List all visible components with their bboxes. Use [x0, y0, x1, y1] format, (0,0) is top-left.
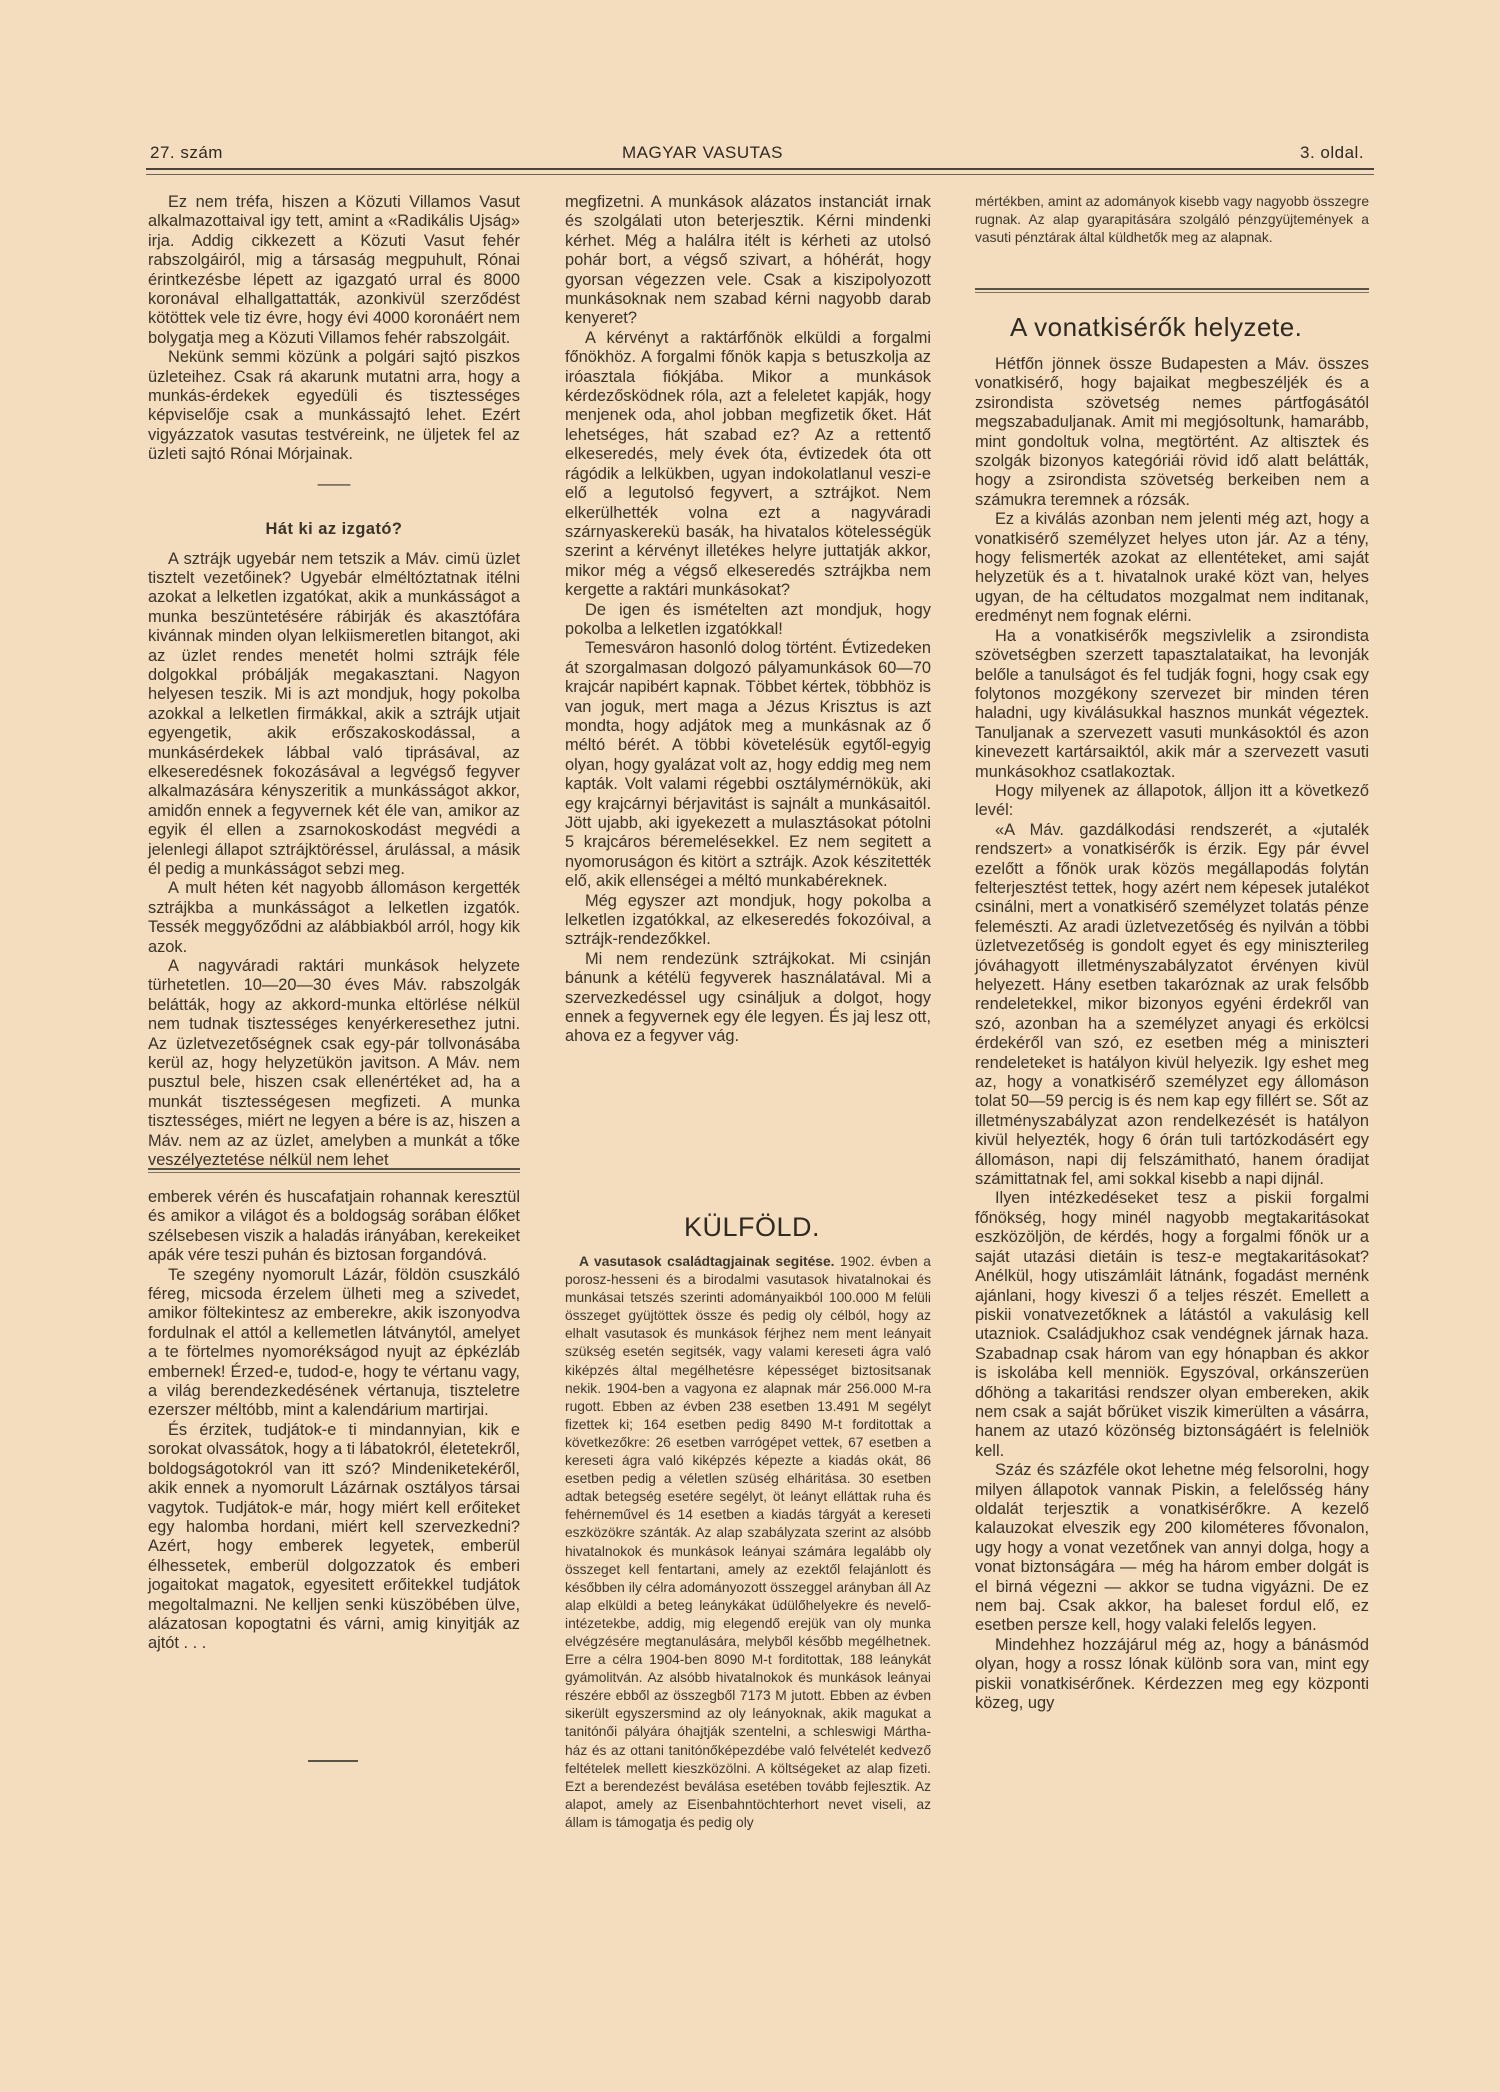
kulfold-article: [565, 1253, 931, 1832]
paragraph: Mi nem rendezünk sztrájkokat. Mi csinján bánunk a kétélü fegyverek használatával. Mi a szervezkedéssel ugy csináljuk a dolgot, hogy ennek a fegyvernek egy éle legyen. És jaj lesz ott, ahova ez a fegyver vág.: [565, 949, 931, 1046]
paragraph: Ez nem tréfa, hiszen a Közuti Villamos Vasut alkalmazottaival igy tett, amint a «Radikális Ujság» irja. Addig cikkezett a Közuti Vasut fehér rabszolgáiról, mig a társaság megpuhult, Rónai érintkezésbe lépett az igazgató urral és 8000 koronával elhallgattatták, azonkivül szerződést kötöttek vele tiz évre, hogy évi 4000 koronáért nem bolygatja meg a Közuti Villamos fehér rabszolgáit.: [148, 193, 520, 347]
section-rule: [975, 288, 1369, 293]
paragraph: De igen és ismételten azt mondjuk, hogy pokolba a lelketlen izgatókkal!: [565, 600, 931, 638]
kulfold-heading: KÜLFÖLD.: [684, 1212, 821, 1242]
end-rule: [308, 1760, 358, 1762]
paragraph: mértékben, amint az adományok kisebb vagy nagyobb összegre rugnak. Az alap gyarapitására szolgáló pénzgyüjtemények a vasuti pénztárak által küldhetők meg az alapnak.: [975, 194, 1369, 246]
column-1-bottom: [148, 1188, 520, 1654]
paragraph: «A Máv. gazdálkodási rendszerét, a «jutalék rendszert» a vonatkisérők is érzik. Egy pár évvel ezelőtt a főnök urak közös megállapodás folytán felterjesztést tettek, hogy azért nem képesek jutalékot csinálni, mert a vonatkisérő személyzet tolatás pénze felemészti. Az aradi üzletvezetőség és nyilván a többi üzletvezetőség is gondolt egyet és egy miniszterileg jóváhagyott illetményszabályzatot érvényen kivül helyezett. Hány esetben takaróznak az urak felsőbb rendeletekkel, mikor bizonyos egyéni érdekről van szó, azonban ha a személyzet anyagi és erkölcsi érdekéről van szó, ez esetben még a miniszteri rendeleteket is hatályon kivül helyezik. Igy eshet meg az, hogy a vonatkisérő személyzet egy állomáson tolat 50—59 percig is és nem kap egy fillért se. Sőt az illetményszabályzat azon rendelkezését is hatályon kivül helyezték, hogy 6 órán tuli tartózkodásért egy állomáson, napi dij felszámitható, hanem óradijat számittatnak fel, ami sokkal kisebb a napi dijnál.: [975, 820, 1369, 1189]
separator: ——: [317, 474, 351, 493]
paragraph: És érzitek, tudjátok-e ti mindannyian, kik e sorokat olvassátok, hogy a ti lábatokról, életetekről, boldogságotokról van itt szó? Mindeniketekéről, akik ennek a nyomorult Lázárnak osztályos társai vagytok. Tudjátok-e már, hogy miért kell erőiteket egy halomba hordani, miért kell szervezkedni? Azért, hogy emberek legyetek, emberül élhessetek, emberül dolgozzatok és emberi jogaitokat magatok, egyesitett erőitekkel tudjátok megoltalmazni. Ne kelljen senki küszöbében ülve, alázatosan kopogtatni és várni, amig kinyitják az ajtót . . .: [148, 1420, 520, 1653]
paragraph: A nagyváradi raktári munkások helyzete türhetetlen. 10—20—30 éves Máv. rabszolgák belátták, hogy az akkord-munka eltörlése nélkül nem tudnak tisztességes kenyérkeresethez jutni. Az üzletvezetőségnek csak egy-pár tollvonásába kerül az, hogy helyzetükön javitson. A Máv. nem pusztul bele, hiszen csak ellenértéket ad, ha a munkát tisztességesen megfizeti. A munka tisztességes, miért ne legyen a bére is az, hiszen a Máv. nem az az üzlet, amelyben a munkát a tőke veszélyeztetése nélkül nem lehet: [148, 957, 520, 1170]
paragraph: Ilyen intézkedéseket tesz a piskii forgalmi főnökség, hogy minél nagyobb megtakaritásokat eszközöljön, de kérdés, hogy a forgalmi főnök ur a saját utazási dietáin is tesz-e megtakaritásokat? Anélkül, hogy utiszámláit látnánk, fogadást mernénk ajánlani, hogy kiveszi ő a teljes részét. Emellett a piskii vonatvezetőknek a látástól a vakulásig kell utazniok. Családjukhoz csak vendégnek járnak haza. Szabadnap csak három van egy hónapban és akkor is iskolába kell menniök. Egyszóval, orkánszerüen dőhöng a takaritási rendszer olyan embereken, akik nem csak a saját bőrüket viszik kimerülten a vásárra, hanem az utazó közönség biztonságáért is felelniök kell.: [975, 1189, 1369, 1460]
header-rule: [146, 168, 1374, 175]
paragraph: Ha a vonatkisérők megszivlelik a zsirondista szövetségben szerzett tapasztalataikat, ha levonják belőle a tanulságot és fel tudják fogni, hogy csak egy folytonos mozgékony szervezet bir minden téren haladni, ugy kiválásukkal hasznos munkát végeztek. Tanuljanak a szervezett vasuti munkásoktól és azon kinevezett kartársaiktól, akik már a szervezett vasuti munkásokhoz csatlakoztak.: [975, 626, 1369, 781]
kulfold-continuation: [975, 193, 1369, 247]
section-heading: Hát ki az izgató?: [265, 520, 403, 539]
paragraph: Még egyszer azt mondjuk, hogy pokolba a lelketlen izgatókkal, az elkeseredés fokozóival, a sztrájk-rendezőkkel.: [565, 891, 931, 949]
paragraph: Ez a kiválás azonban nem jelenti még azt, hogy a vonatkisérő személyzet helyes uton jár. Az a tény, hogy felismerték azokat az ellentéteket, ami saját helyzetük és a t. hivatalnok uraké közt van, helyes ugyan, de ha céltudatos mozgalmat nem inditanak, eredményt nem fognak elérni.: [975, 510, 1369, 626]
paragraph: emberek vérén és huscafatjain rohannak keresztül és amikor a világot és a boldogság sorában élőket szélsebesen viszik a haladás irányában, kerekeiket apák vére teszi puhán és biztosan forgandóvá.: [148, 1188, 520, 1265]
paragraph: Hogy milyenek az állapotok, álljon itt a következő levél:: [975, 781, 1369, 820]
column-2: [565, 193, 931, 1047]
paragraph: Hétfőn jönnek össze Budapesten a Máv. összes vonatkisérő, hogy bajaikat megbeszéljék és a zsirondista szövetség nemes pártfogásától megszabaduljanak. Amit mi megjósoltunk, hamarább, mint gondoltuk volna, megtörtént. Az altisztek és szolgák bizonyos kategóriái rövid idő alatt belátták, hogy a zsirondista szövetség berkeiben nem a számukra teremnek a rózsák.: [975, 355, 1369, 509]
section-heading: A vonatkisérők helyzete.: [1010, 312, 1303, 342]
paragraph: A mult héten két nagyobb állomáson kergették sztrájkba a munkásságot a lelketlen izgatók. Tessék meggyőződni az alábbiakból arról, hogy kik azok.: [148, 879, 520, 956]
paragraph: megfizetni. A munkások alázatos instanciát irnak és szolgálati uton beterjesztik. Kérni mindenki kérhet. Még a halálra itélt is kérheti az utolsó pohár bort, a végső szivart, a hóhérát, hogy gyorsan végezzen vele. Csak a kiszipolyozott munkásoknak nem szabad kérni nagyobb darab kenyeret?: [565, 193, 931, 328]
paragraph: A kérvényt a raktárfőnök elküldi a forgalmi főnökhöz. A forgalmi főnök kapja s betuszkolja az iróasztala fiókjába. Mikor a munkások kérdezősködnek róla, azt a feleletet kapják, hogy menjenek oda, ahol jobban megfizetik őket. Hát lehetséges, hát szabad ez? Az a rettentő elkeseredés, mely évek óta, évtizedek óta ott rágódik a lelkükben, ugyan indokolatlanul veszi-e elő a legutolsó fegyvert, a sztrájkot. Nem elkerülhették volna ezt a nagyváradi szárnyaskerekü basák, ha hivatalos kötelességük szerint a kérvényt illetékes helyre juttatják akkor, mikor még a végső elkeseredés sztrájkba nem kergette a raktári munkásokat?: [565, 328, 931, 600]
newspaper-title: MAGYAR VASUTAS: [622, 143, 783, 162]
paragraph: A sztrájk ugyebár nem tetszik a Máv. cimü üzlet tisztelt vezetőinek? Ugyebár elméltóztatnak itélni azokat a lelketlen izgatókat, akik a munkásságot a munka beszüntetésére rábirják és akasztófára kivánnak minden olyan lelkiismeretlen bitangot, aki az üzlet rendes menetét holmi sztrájk féle dolgokkal próbálják megakasztani. Nagyon helyesen teszik. Mi is azt mondjuk, hogy pokolba azokkal a lelketlen firmákkal, akik a sztrájk utjait egyengetik, akik erőszakoskodással, a munkásérdekek lábbal való tiprásával, az elkeseredésnek fokozásával a legvégső fegyver alkalmazására kényszeritik a munkásságot akkor, amidőn ennek a fegyvernek két éle van, amikor az egyik él ellen a zsarnokoskodást megvédi a jelenlegi állapot sztrájktöréssel, árulással, a másik él pedig a munkásságot sebzi meg.: [148, 549, 520, 878]
issue-number: 27. szám: [150, 143, 223, 162]
column-3: [975, 355, 1369, 1713]
article-text: 1902. évben a porosz-hesseni és a birodalmi vasutasok hivatalnokai és munkásai tetszés szerinti adományaikból 100.000 M felüli összeget gyüjtöttek össze és pedig oly célból, hogy az elhalt vasutasok és munkások férjhez nem ment leányait szükség esetén segitsék, vagy valami kereseti ágra való kiképzés által megélhetésre képességet biztositsanak nekik. 1904-ben a vagyona ez alapnak már 256.000 M-ra rugott. Ebben az évben 238 esetben 13.491 M segélyt fizettek ki; 164 esetben pedig 8490 M-t forditottak a következőkre: 26 esetben varrógépet vettek, 67 esetben a kereseti ágra való kiképzés képezte a kiadás okát, 86 esetben pedig a véletlen szüség elháritása. 30 esetben adtak betegség esetére segélyt, öt leányt elláttak ruha és fehérneművel és 14 esetben a kiadás tárgyát a kereseti eszközökre szánták. Az alap szabályzata szerint az alsóbb hivatalnokok és munkások leányai számára legalább oly összeget kell fentartani, amely az ezektől felajánlott és későbben ily célra adományozott összeggel arányban áll Az alap elküldi a beteg leánykákat üdülőhelyekre és nevelő-intézetekbe, addig, mig elegendő erejük van oly munka elvégzésére megtanulására, melyből később megélhetnek. Erre a célra 1904-ben 8090 M-t forditottak, 188 leánykát gyámolitván. Az alsóbb hivatalnokok és munkások leányai részére ebből az összegből 7173 M jutott. Ebben az évben sikerült egyszersmind az oly leányoknak, akik magukat a tanitónői pályára óhajtják szentelni, a schleswigi Mártha-ház és az ottani tanitónőképezdébe való felvételét kedvező feltételek mellett kieszközölni. A költségeket az alap fizeti. Ezt a berendezést beválása esetében tovább fejlesztik. Az alapot, amely az Eisenbahntöchterhort nevet viseli, az állam is támogatja és pedig oly: [565, 1254, 931, 1830]
article-lead: A vasutasok családtagjainak segitése.: [579, 1254, 835, 1269]
paragraph: Te szegény nyomorult Lázár, földön csuszkáló féreg, micsoda érzelem ülheti meg a szivedet, amikor föltekintesz az emberekre, akik iszonyodva fordulnak el attól a kellemetlen látványtól, amelyet a te förtelmes nyomorékságod nyujt az épkézláb embernek! Érzed-e, tudod-e, hogy te vértanu vagy, a világ berendezkedésének vértanuja, tiszteletre ezerszer méltóbb, mint a kalendárium martirjai.: [148, 1265, 520, 1420]
paragraph: Száz és százféle okot lehetne még felsorolni, hogy milyen állapotok vannak Piskin, a felelősség hány oldalát terjesztik a vonatkisérőkre. A kezelő kalauzokat elveszik egy 200 kilométeres fővonalon, ugy hogy a vonat vezetőnek van annyi dolga, hogy a vonat biztonságára — még ha három ember dolgát is el birná végezni — akkor se tudna vigyázni. De ez nem baj. Csak akkor, ha baleset fordul elő, ez esetben persze kell, hogy valaki felelős legyen.: [975, 1461, 1369, 1635]
page-number: 3. oldal.: [1300, 143, 1365, 162]
paragraph: Nekünk semmi közünk a polgári sajtó piszkos üzleteihez. Csak rá akarunk mutatni arra, hogy a munkás-érdekek egyedüli és tisztességes képviselője csak a munkássajtó lehet. Ezért vigyázzatok vasutas testvéreink, ne üljetek fel az üzleti sajtó Rónai Mórjainak.: [148, 348, 520, 464]
column-rule: [148, 1168, 520, 1173]
paragraph: Temesváron hasonló dolog történt. Évtizedeken át szorgalmasan dolgozó pályamunkások 60—70 krajcár napibért kapnak. Többet kértek, többhöz is van joguk, mert maga a Jézus Krisztus is azt mondta, hogy adjátok meg a munkásnak az ő méltó bérét. A többi követelésük egytől-egyig olyan, hogy gyalázat volt az, hogy eddig meg nem kapták. Volt valami régebbi osztálymérnökük, aki egy krajcárnyi bérjavitást is sajnált a munkásaitól. Jött ujabb, aki igyekezett a mulasztásokat pótolni 5 krajcáros béremelésekkel. Ez nem segitett a nyomoruságon és kitört a sztrájk. Azok készitették elő, akik ellenségei a méltó munkabéreknek.: [565, 639, 931, 891]
column-1-top: [148, 193, 520, 1171]
paragraph: Mindehhez hozzájárul még az, hogy a bánásmód olyan, hogy a rossz lónak különb sora van, mint egy piskii vonatkisérőnek. Kérdezzen meg egy központi közeg, ugy: [975, 1635, 1369, 1713]
